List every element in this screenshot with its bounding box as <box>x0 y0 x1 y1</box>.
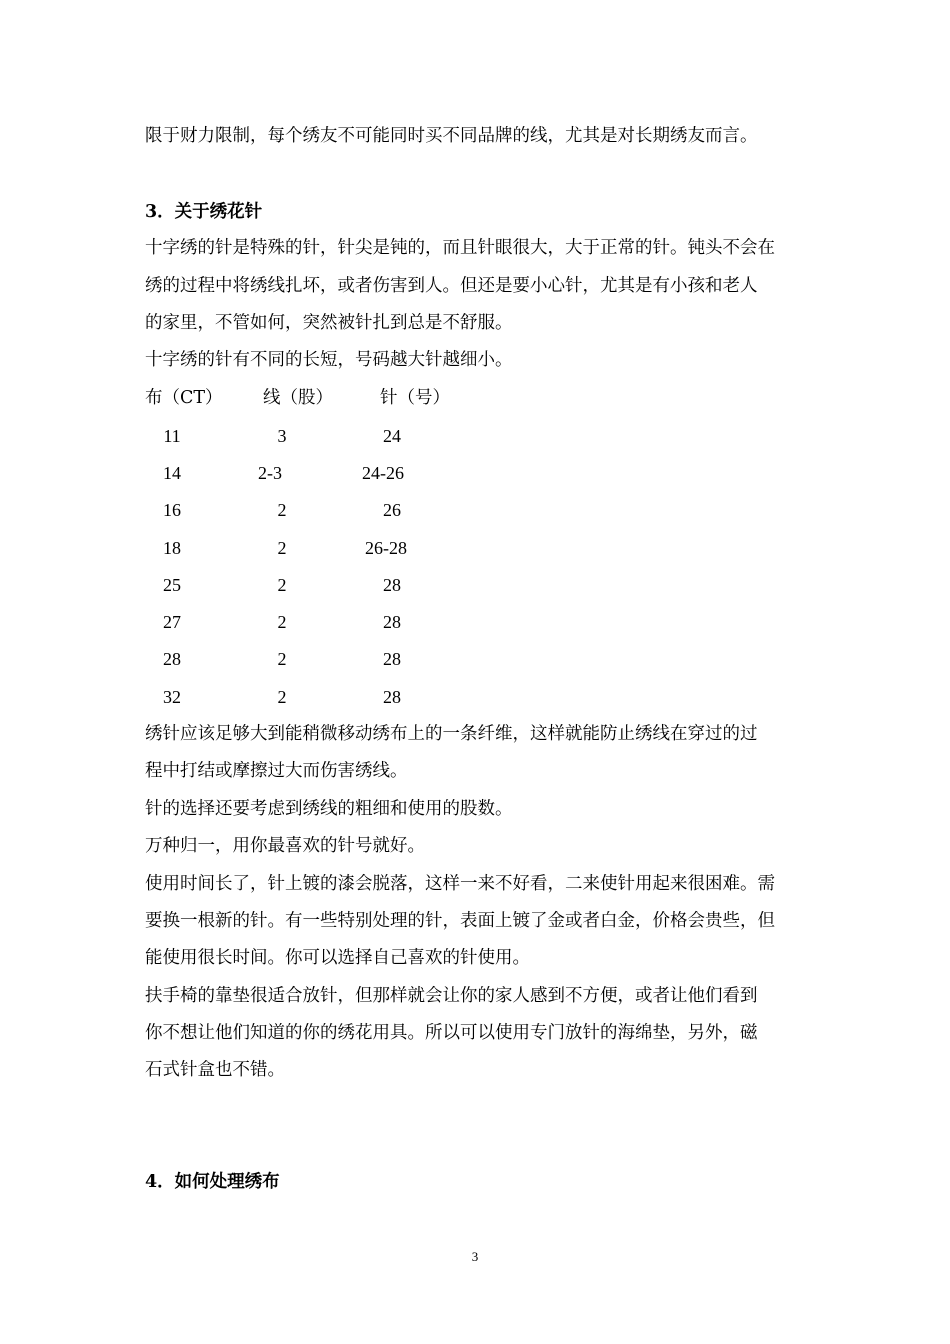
paragraph-line: 十字绣的针是特殊的针，针尖是钝的，而且针眼很大，大于正常的针。钝头不会在 <box>145 238 775 258</box>
table-cell-needle: 28 <box>383 612 401 632</box>
table-header-needle: 针（号） <box>380 388 450 408</box>
table-cell-needle: 26-28 <box>365 538 407 558</box>
table-cell-needle: 26 <box>383 500 401 520</box>
page-number: 3 <box>471 1249 479 1264</box>
table-cell-thread: 2-3 <box>258 463 282 483</box>
table-cell-needle: 28 <box>383 649 401 669</box>
table-header-thread: 线（股） <box>263 388 333 408</box>
table-cell-fabric: 27 <box>163 612 181 632</box>
table-cell-fabric: 11 <box>163 426 181 446</box>
table-cell-fabric: 28 <box>163 649 181 669</box>
table-cell-fabric: 32 <box>163 687 181 707</box>
section-heading: 4．如何处理绣布 <box>145 1172 280 1192</box>
table-cell-needle: 24 <box>383 426 401 446</box>
table-cell-needle: 28 <box>383 687 401 707</box>
paragraph-line: 万种归一，用你最喜欢的针号就好。 <box>145 836 425 856</box>
section-heading: 3．关于绣花针 <box>145 202 263 222</box>
paragraph-line: 绣的过程中将绣线扎坏，或者伤害到人。但还是要小心针，尤其是有小孩和老人 <box>145 276 758 296</box>
table-cell-fabric: 18 <box>163 538 181 558</box>
table-cell-thread: 2 <box>277 500 287 520</box>
table-cell-fabric: 25 <box>163 575 181 595</box>
table-cell-needle: 24-26 <box>362 463 404 483</box>
table-header-fabric: 布（CT） <box>145 388 223 408</box>
table-cell-needle: 28 <box>383 575 401 595</box>
paragraph-line: 要换一根新的针。有一些特别处理的针，表面上镀了金或者白金，价格会贵些，但 <box>145 911 775 931</box>
paragraph-line: 针的选择还要考虑到绣线的粗细和使用的股数。 <box>145 799 513 819</box>
table-cell-thread: 3 <box>277 426 287 446</box>
paragraph-line: 扶手椅的靠垫很适合放针，但那样就会让你的家人感到不方便，或者让他们看到 <box>145 986 758 1006</box>
table-cell-fabric: 16 <box>163 500 181 520</box>
paragraph-line: 限于财力限制，每个绣友不可能同时买不同品牌的线，尤其是对长期绣友而言。 <box>145 126 758 146</box>
paragraph-line: 程中打结或摩擦过大而伤害绣线。 <box>145 761 408 781</box>
paragraph-line: 使用时间长了，针上镀的漆会脱落，这样一来不好看，二来使针用起来很困难。需 <box>145 874 775 894</box>
paragraph-line: 十字绣的针有不同的长短，号码越大针越细小。 <box>145 350 513 370</box>
paragraph-line: 石式针盒也不错。 <box>145 1060 285 1080</box>
paragraph-line: 你不想让他们知道的你的绣花用具。所以可以使用专门放针的海绵垫，另外，磁 <box>145 1023 758 1043</box>
table-cell-fabric: 14 <box>163 463 181 483</box>
table-cell-thread: 2 <box>277 649 287 669</box>
table-cell-thread: 2 <box>277 575 287 595</box>
paragraph-line: 绣针应该足够大到能稍微移动绣布上的一条纤维，这样就能防止绣线在穿过的过 <box>145 724 758 744</box>
table-cell-thread: 2 <box>277 612 287 632</box>
paragraph-line: 能使用很长时间。你可以选择自己喜欢的针使用。 <box>145 948 530 968</box>
table-cell-thread: 2 <box>277 538 287 558</box>
paragraph-line: 的家里，不管如何，突然被针扎到总是不舒服。 <box>145 313 513 333</box>
table-cell-thread: 2 <box>277 687 287 707</box>
